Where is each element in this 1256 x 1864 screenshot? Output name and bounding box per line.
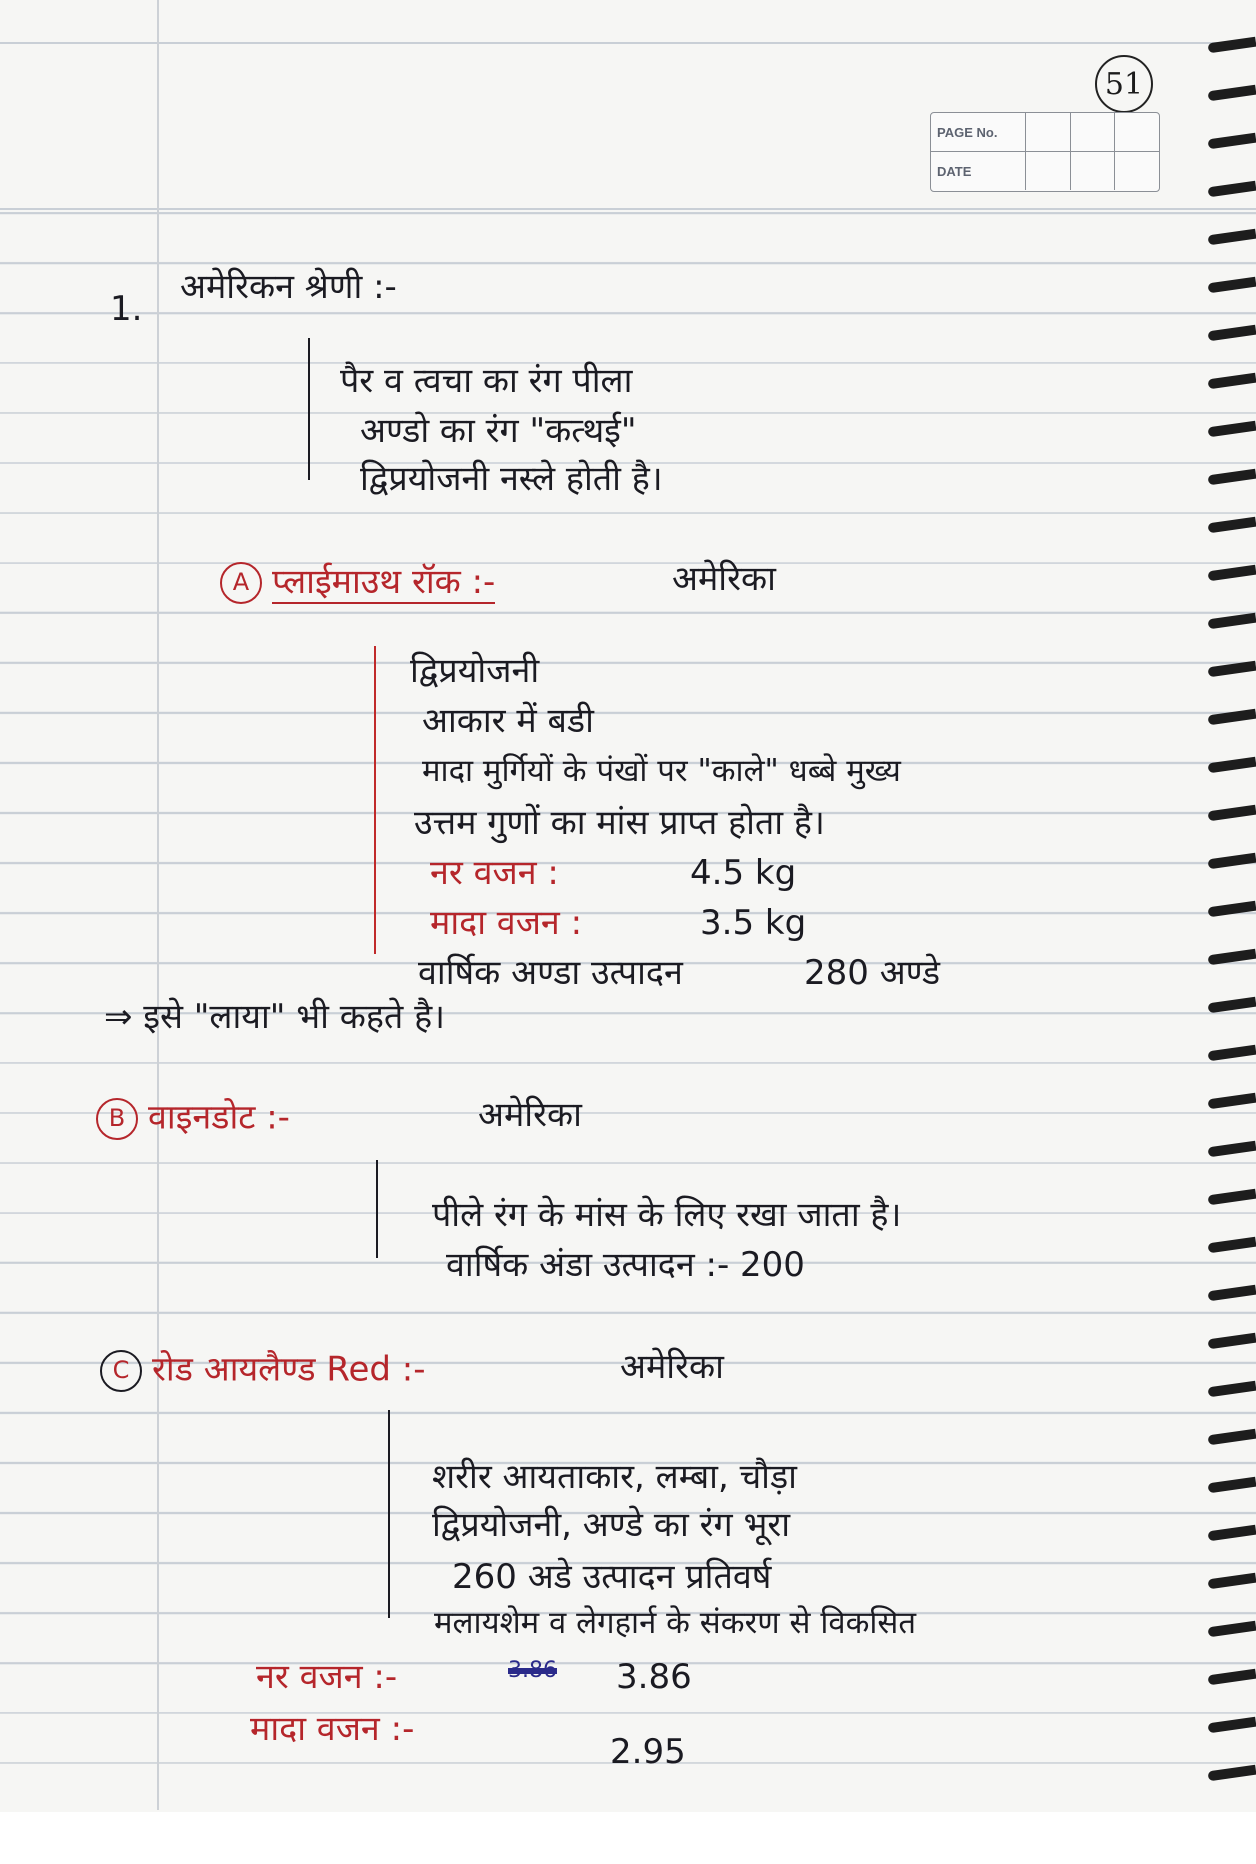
breed-b-name: वाइनडोट :- bbox=[148, 1097, 290, 1138]
spiral-ring bbox=[1208, 325, 1256, 342]
breed-a-bracket bbox=[374, 646, 376, 954]
breed-a-female-weight-value: 3.5 kg bbox=[700, 903, 807, 943]
breed-b-point: पीले रंग के मांस के लिए रखा जाता है। bbox=[432, 1195, 902, 1235]
spiral-ring bbox=[1208, 997, 1256, 1014]
breed-a-point: द्विप्रयोजनी bbox=[410, 651, 540, 691]
breed-a-male-weight-label: नर वजन : bbox=[430, 853, 559, 893]
breed-c-female-weight-value: 2.95 bbox=[610, 1732, 686, 1772]
breed-c-male-weight-struck: 3.86 bbox=[508, 1658, 557, 1683]
spiral-ring bbox=[1208, 1381, 1256, 1398]
page-no-row bbox=[931, 113, 1159, 152]
section1-point: पैर व त्वचा का रंग पीला bbox=[340, 361, 633, 401]
spiral-ring bbox=[1208, 1285, 1256, 1302]
breed-b-point: वार्षिक अंडा उत्पादन :- 200 bbox=[446, 1245, 805, 1285]
page-no-label: PAGE No. bbox=[937, 125, 998, 140]
breed-c-point: शरीर आयताकार, लम्बा, चौड़ा bbox=[432, 1457, 797, 1497]
breed-a-male-weight-value: 4.5 kg bbox=[690, 853, 797, 893]
spiral-ring bbox=[1208, 1429, 1256, 1446]
breed-a-female-weight-label: मादा वजन : bbox=[430, 903, 583, 943]
breed-c-bracket bbox=[388, 1410, 390, 1618]
breed-c-name: रोड आयलैण्ड Red :- bbox=[152, 1349, 426, 1390]
section-title: अमेरिकन श्रेणी :- bbox=[180, 267, 397, 307]
spiral-ring bbox=[1208, 373, 1256, 390]
breed-a-point: उत्तम गुणों का मांस प्राप्त होता है। bbox=[414, 803, 825, 843]
spiral-ring bbox=[1208, 613, 1256, 630]
breed-a-origin: अमेरिका bbox=[672, 559, 776, 599]
breed-b-bracket bbox=[376, 1160, 378, 1258]
breed-c-origin: अमेरिका bbox=[620, 1347, 724, 1387]
section1-bracket bbox=[308, 338, 310, 480]
breed-b-origin: अमेरिका bbox=[478, 1095, 582, 1135]
spiral-ring bbox=[1208, 901, 1256, 918]
breed-a-point: आकार में बडी bbox=[422, 701, 594, 741]
section1-point: अण्डो का रंग "कत्थई" bbox=[360, 411, 637, 451]
spiral-ring bbox=[1208, 1141, 1256, 1158]
spiral-ring bbox=[1208, 37, 1256, 54]
spiral-ring bbox=[1208, 1765, 1256, 1782]
spiral-ring bbox=[1208, 517, 1256, 534]
breed-b-marker: B bbox=[96, 1098, 138, 1140]
breed-b-heading bbox=[96, 1098, 290, 1140]
spiral-ring bbox=[1208, 1573, 1256, 1590]
breed-c-marker: C bbox=[100, 1350, 142, 1392]
breed-a-egg-label: वार्षिक अण्डा उत्पादन bbox=[418, 953, 683, 993]
bottom-edge bbox=[0, 1812, 1256, 1864]
spiral-ring bbox=[1208, 1525, 1256, 1542]
margin-line bbox=[157, 0, 159, 1810]
spiral-ring bbox=[1208, 757, 1256, 774]
breed-a-name: प्लाईमाउथ रॉक :- bbox=[272, 561, 496, 602]
breed-c-heading bbox=[100, 1350, 426, 1392]
breed-a-note: ⇒ इसे "लाया" भी कहते है। bbox=[104, 997, 446, 1037]
breed-c-male-weight-value: 3.86 bbox=[616, 1657, 692, 1697]
spiral-ring bbox=[1208, 565, 1256, 582]
section1-point: द्विप्रयोजनी नस्ले होती है। bbox=[360, 459, 663, 499]
date-row bbox=[931, 152, 1159, 190]
spiral-ring bbox=[1208, 805, 1256, 822]
spiral-binding bbox=[1196, 40, 1256, 1820]
breed-c-female-weight-label: मादा वजन :- bbox=[250, 1709, 415, 1749]
spiral-ring bbox=[1208, 277, 1256, 294]
spiral-ring bbox=[1208, 1669, 1256, 1686]
breed-c-point: 260 अडे उत्पादन प्रतिवर्ष bbox=[452, 1557, 772, 1597]
breed-a-heading bbox=[220, 562, 495, 604]
spiral-ring bbox=[1208, 709, 1256, 726]
spiral-ring bbox=[1208, 181, 1256, 198]
section-number: 1. bbox=[110, 289, 143, 329]
spiral-ring bbox=[1208, 1237, 1256, 1254]
page-number: 51 bbox=[1104, 66, 1144, 102]
spiral-ring bbox=[1208, 1045, 1256, 1062]
spiral-ring bbox=[1208, 469, 1256, 486]
spiral-ring bbox=[1208, 85, 1256, 102]
spiral-ring bbox=[1208, 1189, 1256, 1206]
spiral-ring bbox=[1208, 421, 1256, 438]
spiral-ring bbox=[1208, 853, 1256, 870]
breed-a-point: मादा मुर्गियों के पंखों पर "काले" धब्बे मुख्य bbox=[422, 753, 901, 789]
breed-a-egg-value: 280 अण्डे bbox=[804, 953, 941, 993]
spiral-ring bbox=[1208, 1621, 1256, 1638]
breed-c-male-weight-label: नर वजन :- bbox=[256, 1657, 398, 1697]
spiral-ring bbox=[1208, 229, 1256, 246]
spiral-ring bbox=[1208, 1093, 1256, 1110]
date-label: DATE bbox=[937, 164, 972, 179]
spiral-ring bbox=[1208, 1333, 1256, 1350]
breed-c-point: द्विप्रयोजनी, अण्डे का रंग भूरा bbox=[432, 1505, 791, 1545]
page-date-box bbox=[930, 112, 1160, 192]
page-number-circle bbox=[1095, 55, 1153, 113]
breed-c-point: मलायशेम व लेगहार्न के संकरण से विकसित bbox=[434, 1605, 917, 1641]
spiral-ring bbox=[1208, 1717, 1256, 1734]
spiral-ring bbox=[1208, 1477, 1256, 1494]
spiral-ring bbox=[1208, 949, 1256, 966]
spiral-ring bbox=[1208, 661, 1256, 678]
spiral-ring bbox=[1208, 133, 1256, 150]
breed-a-marker: A bbox=[220, 562, 262, 604]
